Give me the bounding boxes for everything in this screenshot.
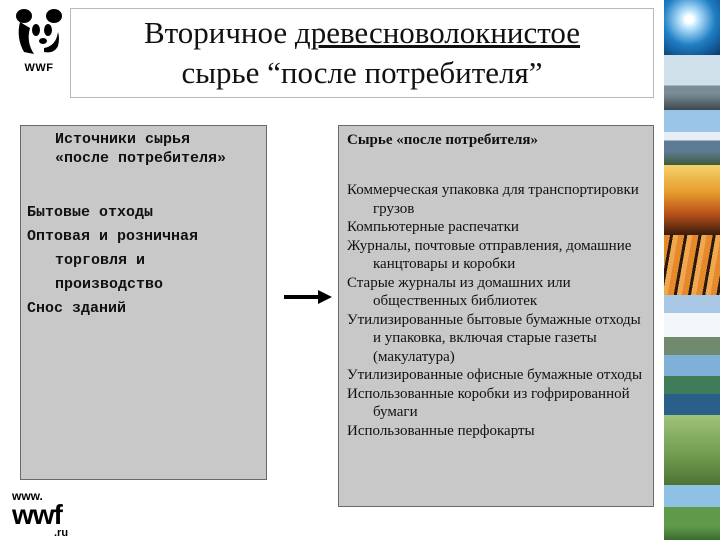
postconsumer-list (347, 181, 647, 440)
list-item: Старые журналы из домашних или общественных библиотек (347, 274, 571, 309)
photo-landscape (664, 485, 720, 540)
list-item: Утилизированные офисные бумажные отходы (347, 367, 643, 383)
sources-panel (20, 125, 267, 480)
photo-snow-trees (664, 295, 720, 355)
photo-strip (664, 0, 720, 540)
photo-mountains (664, 110, 720, 165)
list-item: Компьютерные распечатки (347, 219, 519, 235)
list-item: Использованные коробки из гофрированной бумаги (347, 385, 630, 420)
sources-heading-line-2: «после потребителя» (55, 150, 227, 167)
photo-sunburst (664, 0, 720, 55)
photo-coast (664, 355, 720, 415)
list-item (27, 297, 260, 321)
list-item (27, 201, 260, 225)
list-item: Утилизированные бытовые бумажные отходы и упаковка, включая старые газеты (макулатура) (347, 311, 641, 365)
logo-text: WWF (24, 62, 54, 74)
sources-list (27, 201, 260, 321)
postconsumer-panel (338, 125, 654, 507)
list-item: Журналы, почтовые отправления, домашние канцтовары и коробки (347, 237, 632, 272)
photo-wolf (664, 55, 720, 110)
wwf-ru-logo (12, 489, 82, 539)
list-item-text: Бытовые отходы (27, 204, 154, 221)
page-title (70, 8, 654, 98)
arrow-right-icon (284, 290, 332, 304)
postconsumer-heading: Сырье «после потребителя» (347, 132, 539, 148)
list-item-text: Снос зданий (27, 300, 127, 317)
logo-ru: .ru (54, 527, 69, 539)
list-item-text: Оптовая и розничная (27, 228, 199, 245)
list-item-text: торговля и (55, 252, 146, 269)
photo-stork (664, 415, 720, 485)
photo-tiger (664, 235, 720, 295)
title-line-1 (144, 13, 580, 53)
photo-sunset (664, 165, 720, 235)
list-item: Использованные перфокарты (347, 422, 535, 439)
title-underlined: древесноволокнистое (294, 15, 581, 50)
list-item (27, 225, 260, 297)
panda-icon (14, 8, 64, 56)
title-prefix: Вторичное (143, 15, 295, 50)
list-item-text: производство (55, 276, 164, 293)
list-item: Коммерческая упаковка для транспортировки грузов (347, 182, 639, 217)
wwf-logo (14, 8, 64, 72)
sources-heading (27, 130, 260, 168)
title-line-2: сырье “после потребителя” (181, 55, 543, 90)
sources-heading-line-1: Источники сырья (55, 131, 191, 148)
logo-wwf: wwf (12, 499, 62, 530)
logo-www: www. (12, 489, 43, 503)
